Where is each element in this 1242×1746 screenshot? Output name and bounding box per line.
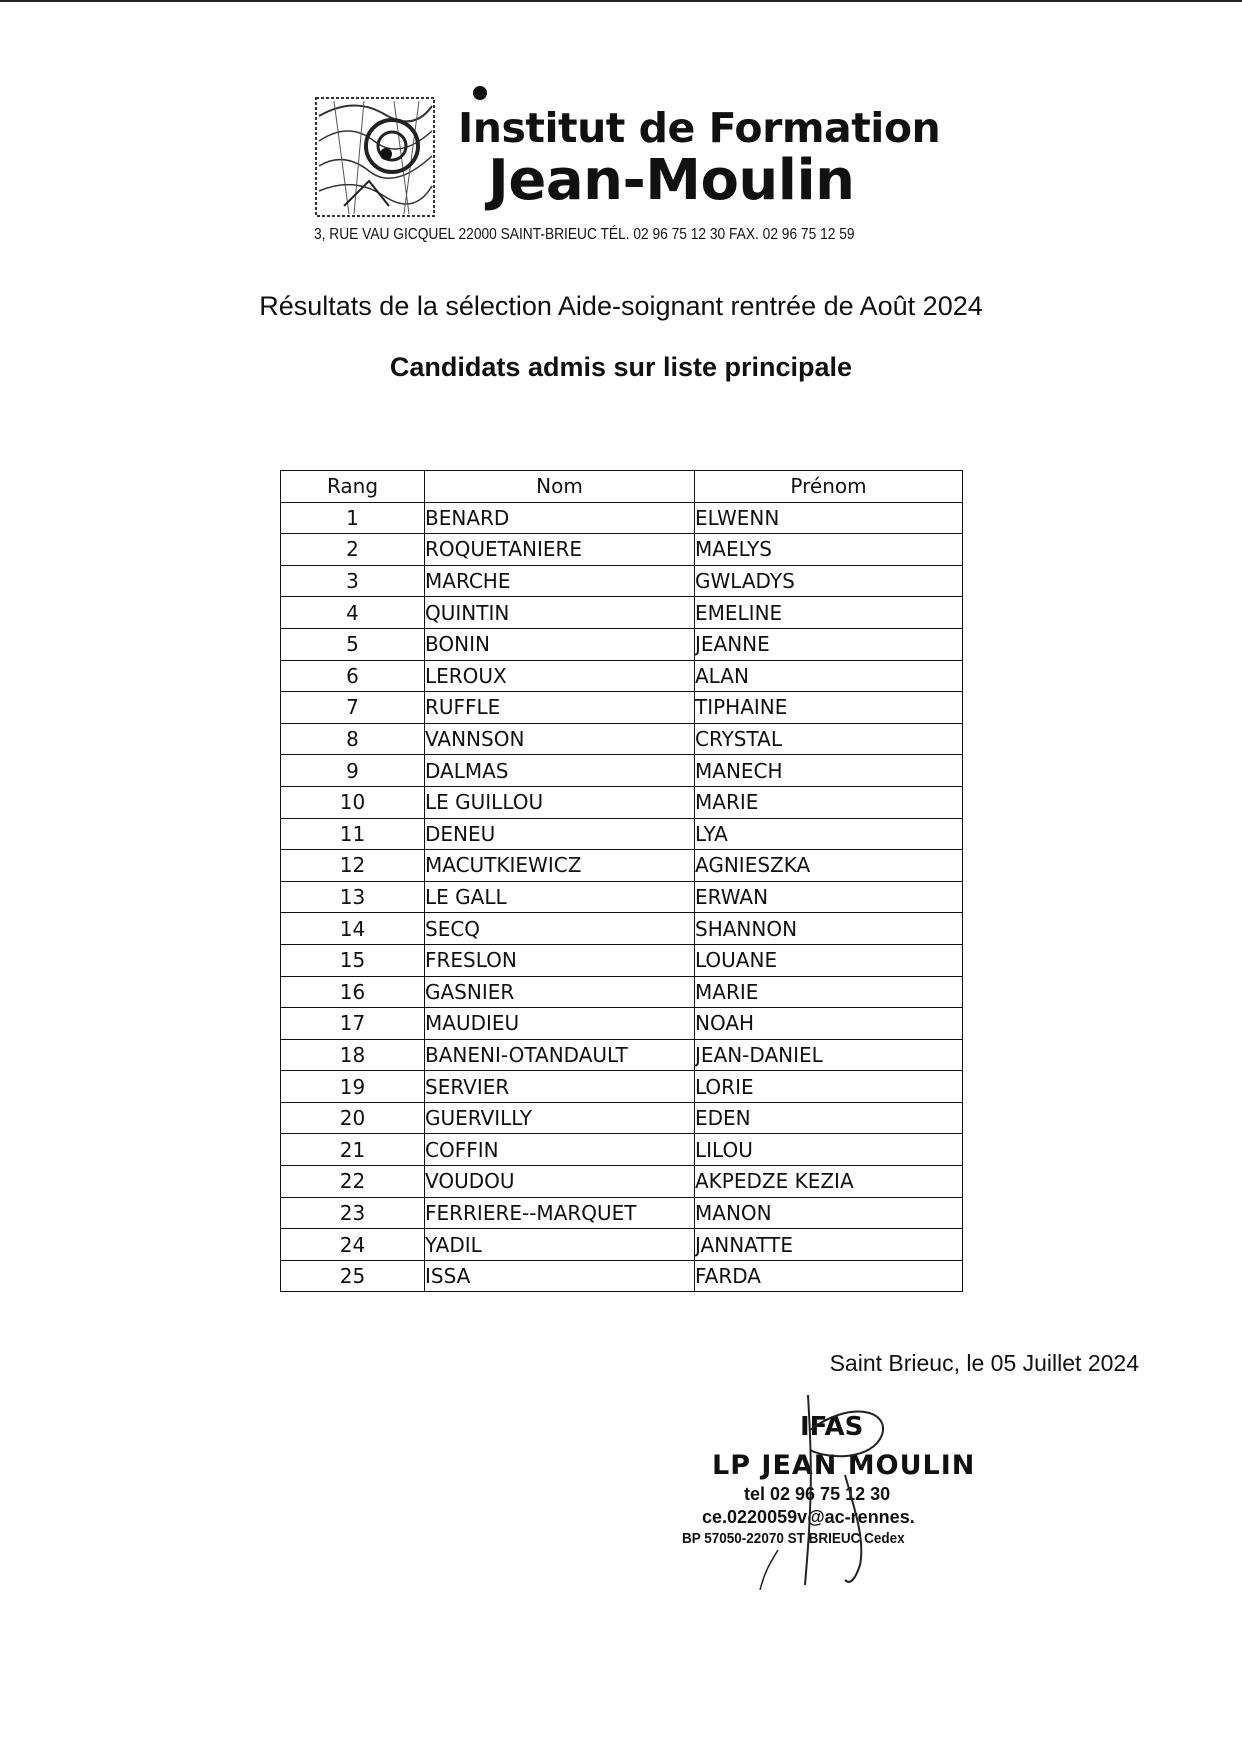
stamp-line-1: IFAS: [800, 1412, 864, 1442]
cell-rang: 9: [281, 755, 425, 787]
cell-prenom: JANNATTE: [695, 1229, 963, 1261]
table-row: [281, 1008, 963, 1040]
table-row: [281, 944, 963, 976]
cell-prenom: ERWAN: [695, 881, 963, 913]
cell-rang: 6: [281, 660, 425, 692]
cell-prenom: AKPEDZE KEZIA: [695, 1166, 963, 1198]
logo-dot: [473, 86, 487, 100]
cell-prenom: TIPHAINE: [695, 692, 963, 724]
cell-rang: 20: [281, 1102, 425, 1134]
cell-nom: LE GALL: [425, 881, 695, 913]
cell-prenom: MANECH: [695, 755, 963, 787]
header-prenom: Prénom: [695, 471, 963, 503]
table-row: [281, 881, 963, 913]
cell-rang: 4: [281, 597, 425, 629]
table-row: [281, 628, 963, 660]
cell-prenom: CRYSTAL: [695, 723, 963, 755]
cell-prenom: SHANNON: [695, 913, 963, 945]
cell-nom: VOUDOU: [425, 1166, 695, 1198]
cell-nom: QUINTIN: [425, 597, 695, 629]
cell-rang: 21: [281, 1134, 425, 1166]
institution-stamp: [660, 1390, 980, 1590]
cell-rang: 22: [281, 1166, 425, 1198]
date-line: Saint Brieuc, le 05 Juillet 2024: [829, 1350, 1139, 1376]
cell-prenom: NOAH: [695, 1008, 963, 1040]
institute-logo-icon: [314, 96, 436, 218]
table-row: [281, 850, 963, 882]
cell-rang: 15: [281, 944, 425, 976]
cell-prenom: FARDA: [695, 1260, 963, 1292]
cell-nom: GASNIER: [425, 976, 695, 1008]
cell-nom: DALMAS: [425, 755, 695, 787]
cell-nom: ROQUETANIERE: [425, 534, 695, 566]
institution-subname: Jean-Moulin: [488, 148, 855, 213]
cell-nom: ISSA: [425, 1260, 695, 1292]
cell-prenom: LORIE: [695, 1071, 963, 1103]
cell-prenom: JEANNE: [695, 628, 963, 660]
cell-rang: 7: [281, 692, 425, 724]
cell-nom: MARCHE: [425, 565, 695, 597]
cell-prenom: EDEN: [695, 1102, 963, 1134]
cell-nom: MACUTKIEWICZ: [425, 850, 695, 882]
cell-prenom: MANON: [695, 1197, 963, 1229]
table-row: [281, 1229, 963, 1261]
header-rang: Rang: [281, 471, 425, 503]
institution-name: Institut de Formation: [458, 104, 941, 152]
stamp-line-5: BP 57050-22070 ST BRIEUC Cedex: [682, 1530, 905, 1547]
cell-rang: 24: [281, 1229, 425, 1261]
table-row: [281, 1102, 963, 1134]
cell-rang: 16: [281, 976, 425, 1008]
cell-rang: 14: [281, 913, 425, 945]
table-row: [281, 1260, 963, 1292]
table-row: [281, 818, 963, 850]
cell-nom: BONIN: [425, 628, 695, 660]
cell-rang: 3: [281, 565, 425, 597]
stamp-line-4: ce.0220059v@ac-rennes.: [702, 1507, 915, 1527]
table-row: [281, 534, 963, 566]
cell-rang: 19: [281, 1071, 425, 1103]
cell-rang: 10: [281, 786, 425, 818]
cell-prenom: LILOU: [695, 1134, 963, 1166]
table-row: [281, 1071, 963, 1103]
stamp-line-3: tel 02 96 75 12 30: [744, 1484, 891, 1504]
cell-prenom: JEAN-DANIEL: [695, 1039, 963, 1071]
table-body: [281, 502, 963, 1292]
table-row: [281, 692, 963, 724]
table-header-row: [281, 471, 963, 503]
cell-rang: 2: [281, 534, 425, 566]
cell-prenom: MAELYS: [695, 534, 963, 566]
cell-prenom: AGNIESZKA: [695, 850, 963, 882]
table-row: [281, 1197, 963, 1229]
table-row: [281, 913, 963, 945]
results-table: [280, 470, 963, 1292]
cell-nom: SECQ: [425, 913, 695, 945]
cell-rang: 12: [281, 850, 425, 882]
cell-nom: BENARD: [425, 502, 695, 534]
cell-rang: 8: [281, 723, 425, 755]
cell-prenom: MARIE: [695, 976, 963, 1008]
cell-rang: 23: [281, 1197, 425, 1229]
cell-rang: 5: [281, 628, 425, 660]
cell-nom: YADIL: [425, 1229, 695, 1261]
cell-prenom: ELWENN: [695, 502, 963, 534]
cell-rang: 17: [281, 1008, 425, 1040]
cell-prenom: GWLADYS: [695, 565, 963, 597]
cell-nom: MAUDIEU: [425, 1008, 695, 1040]
cell-nom: DENEU: [425, 818, 695, 850]
cell-nom: SERVIER: [425, 1071, 695, 1103]
cell-rang: 13: [281, 881, 425, 913]
table-row: [281, 786, 963, 818]
cell-rang: 25: [281, 1260, 425, 1292]
cell-rang: 18: [281, 1039, 425, 1071]
table-row: [281, 565, 963, 597]
cell-nom: RUFFLE: [425, 692, 695, 724]
cell-nom: COFFIN: [425, 1134, 695, 1166]
cell-prenom: EMELINE: [695, 597, 963, 629]
cell-prenom: LYA: [695, 818, 963, 850]
table-row: [281, 723, 963, 755]
table-row: [281, 1039, 963, 1071]
cell-rang: 1: [281, 502, 425, 534]
table-row: [281, 660, 963, 692]
table-row: [281, 976, 963, 1008]
cell-nom: FERRIERE--MARQUET: [425, 1197, 695, 1229]
institution-address: 3, RUE VAU GICQUEL 22000 SAINT-BRIEUC TÉL. 02 96 75 12 30 FAX. 02 96 75 12 59: [314, 226, 855, 243]
document-title: Résultats de la sélection Aide-soignant rentrée de Août 2024: [259, 291, 983, 321]
header-nom: Nom: [425, 471, 695, 503]
cell-prenom: LOUANE: [695, 944, 963, 976]
cell-nom: BANENI-OTANDAULT: [425, 1039, 695, 1071]
cell-prenom: MARIE: [695, 786, 963, 818]
cell-nom: LEROUX: [425, 660, 695, 692]
stamp-line-2: LP JEAN MOULIN: [712, 1450, 976, 1481]
cell-nom: GUERVILLY: [425, 1102, 695, 1134]
table-row: [281, 755, 963, 787]
scan-border: [0, 0, 1242, 2]
cell-rang: 11: [281, 818, 425, 850]
table-row: [281, 1134, 963, 1166]
cell-nom: LE GUILLOU: [425, 786, 695, 818]
table-row: [281, 1166, 963, 1198]
cell-nom: FRESLON: [425, 944, 695, 976]
cell-prenom: ALAN: [695, 660, 963, 692]
table-row: [281, 502, 963, 534]
cell-nom: VANNSON: [425, 723, 695, 755]
document-subtitle: Candidats admis sur liste principale: [389, 352, 853, 382]
table-row: [281, 597, 963, 629]
